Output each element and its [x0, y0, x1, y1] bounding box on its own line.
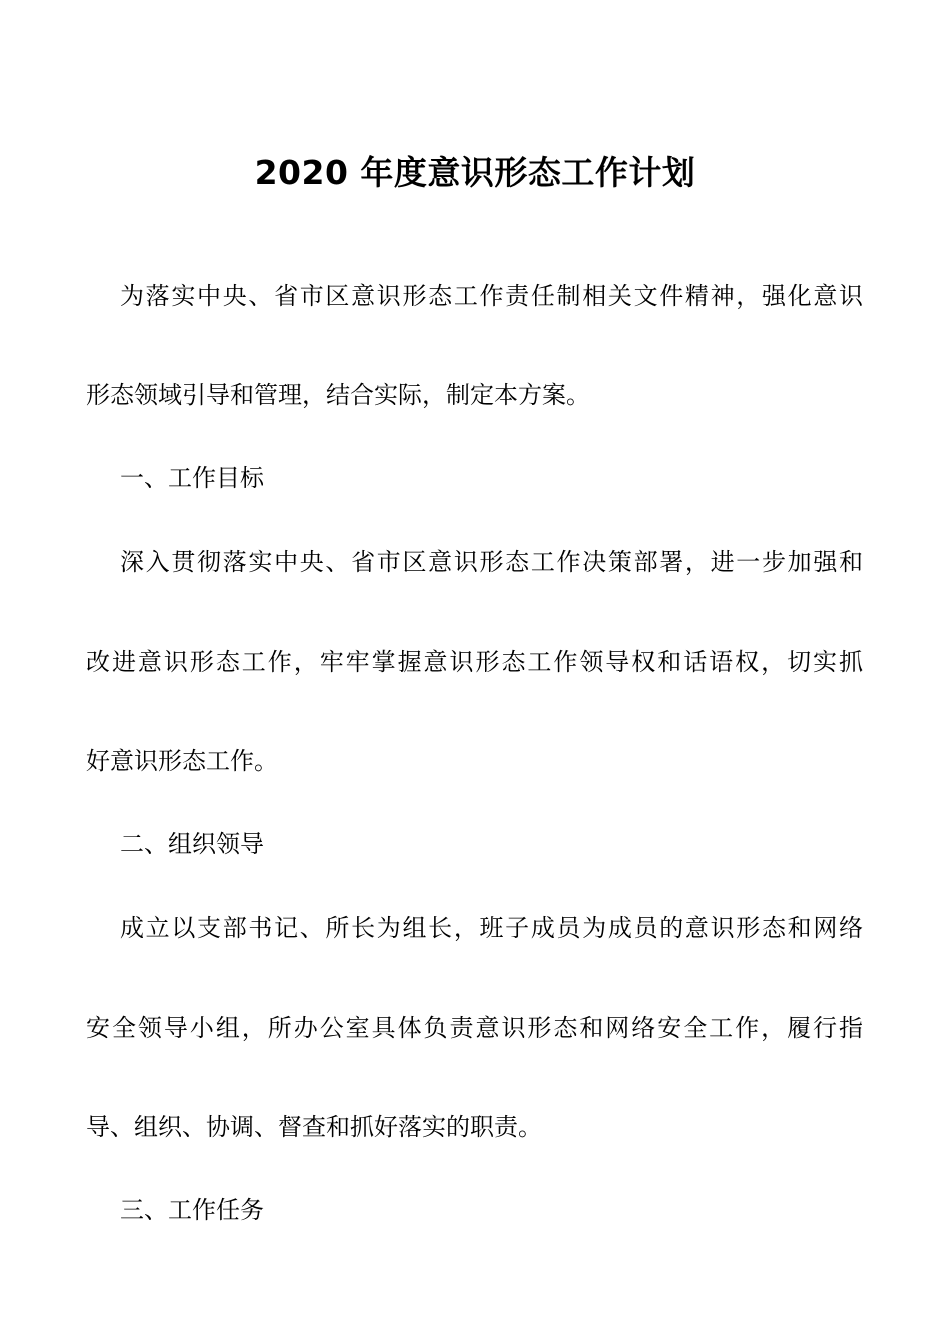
section-2-line-1: 成立以支部书记、所长为组长，班子成员为成员的意识形态和网络 [120, 914, 863, 942]
intro-line-1: 为落实中央、省市区意识形态工作责任制相关文件精神，强化意识 [120, 282, 863, 310]
document-title: 2020 年度意识形态工作计划 [254, 153, 696, 192]
intro-line-2: 形态领域引导和管理，结合实际，制定本方案。 [86, 381, 590, 409]
section-3-heading: 三、工作任务 [120, 1196, 264, 1224]
section-2-heading: 二、组织领导 [120, 830, 264, 858]
section-2-line-2: 安全领导小组，所办公室具体负责意识形态和网络安全工作，履行指 [86, 1014, 863, 1042]
section-2-line-3: 导、组织、协调、督查和抓好落实的职责。 [86, 1113, 542, 1141]
section-1-line-1: 深入贯彻落实中央、省市区意识形态工作决策部署，进一步加强和 [120, 548, 863, 576]
section-1-line-3: 好意识形态工作。 [86, 747, 278, 775]
section-1-line-2: 改进意识形态工作，牢牢掌握意识形态工作领导权和话语权，切实抓 [86, 648, 863, 676]
section-1-heading: 一、工作目标 [120, 464, 264, 492]
